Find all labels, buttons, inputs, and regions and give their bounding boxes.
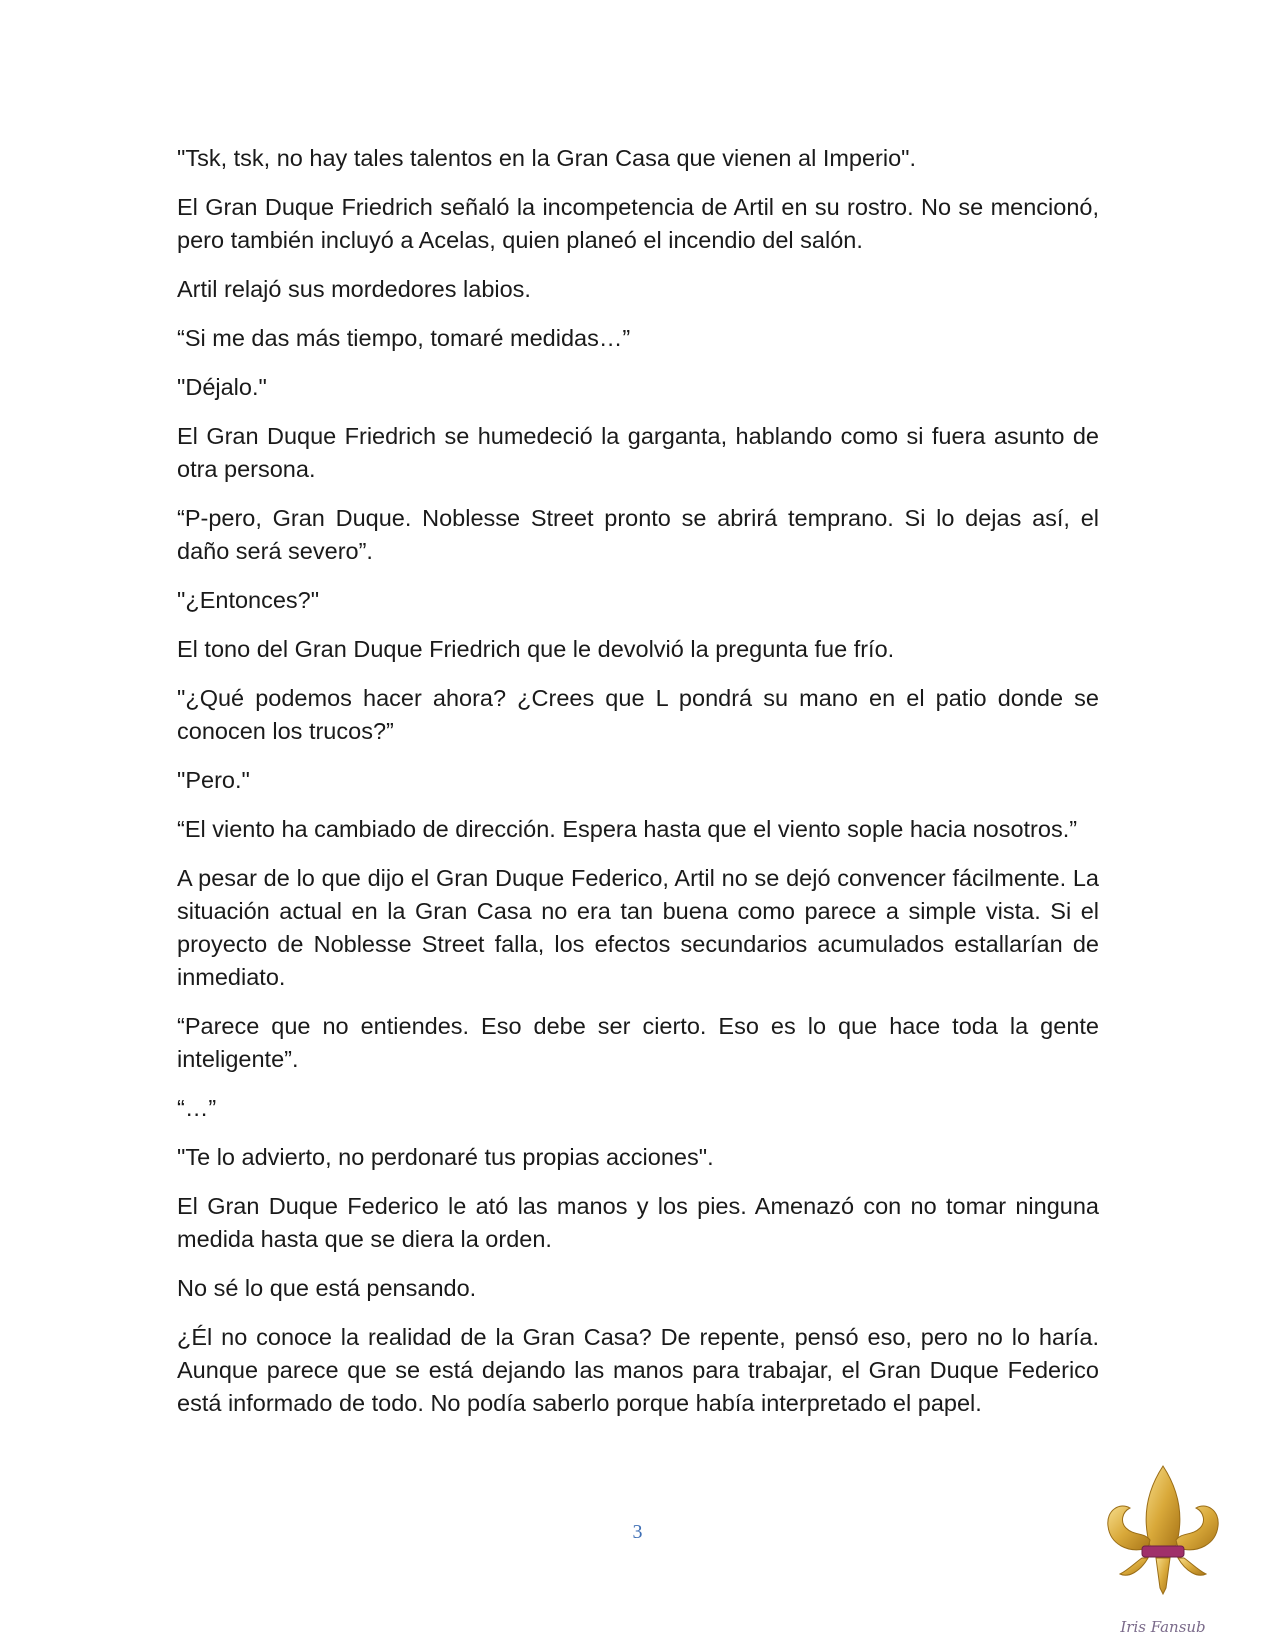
page-number: 3 — [632, 1521, 643, 1543]
paragraph-18: No sé lo que está pensando. — [177, 1275, 477, 1301]
paragraph-6: El Gran Duque Friedrich se humedeció la garganta, hablando como si fuera asunto de otra persona. — [177, 423, 1099, 482]
paragraph-11: "Pero." — [177, 767, 250, 793]
paragraph-1: "Tsk, tsk, no hay tales talentos en la Gran Casa que vienen al Imperio". — [177, 145, 917, 171]
body-text — [177, 142, 1099, 1436]
paragraph-10: "¿Qué podemos hacer ahora? ¿Crees que L pondrá su mano en el patio donde se conocen los trucos?” — [177, 685, 1099, 744]
paragraph-5: "Déjalo." — [177, 374, 267, 400]
paragraph-3: Artil relajó sus mordedores labios. — [177, 276, 531, 302]
paragraph-7: “P-pero, Gran Duque. Noblesse Street pronto se abrirá temprano. Si lo dejas así, el daño será severo”. — [177, 505, 1099, 564]
paragraph-15: “…” — [177, 1095, 217, 1121]
paragraph-12: “El viento ha cambiado de dirección. Espera hasta que el viento sople hacia nosotros.” — [177, 816, 1078, 842]
paragraph-16: "Te lo advierto, no perdonaré tus propias acciones". — [177, 1144, 714, 1170]
paragraph-17: El Gran Duque Federico le ató las manos y los pies. Amenazó con no tomar ninguna medida hasta que se diera la orden. — [177, 1193, 1099, 1252]
paragraph-13: A pesar de lo que dijo el Gran Duque Federico, Artil no se dejó convencer fácilmente. La situación actual en la Gran Casa no era tan buena como parece a simple vista. Si el proyecto de Noblesse Street falla, los efectos secundarios acumulados estallarían de inmediato. — [177, 865, 1099, 990]
paragraph-9: El tono del Gran Duque Friedrich que le devolvió la pregunta fue frío. — [177, 636, 895, 662]
paragraph-19: ¿Él no conoce la realidad de la Gran Casa? De repente, pensó eso, pero no lo haría. Aunque parece que se está dejando las manos para trabajar, el Gran Duque Federico está informado de todo. No podía saberlo porque había interpretado el papel. — [177, 1324, 1099, 1416]
paragraph-4: “Si me das más tiempo, tomaré medidas…” — [177, 325, 631, 351]
watermark-caption: Iris Fansub — [1120, 1618, 1206, 1636]
paragraph-2: El Gran Duque Friedrich señaló la incompetencia de Artil en su rostro. No se mencionó, pero también incluyó a Acelas, quien planeó el incendio del salón. — [177, 194, 1099, 253]
paragraph-14: “Parece que no entiendes. Eso debe ser cierto. Eso es lo que hace toda la gente inteligente”. — [177, 1013, 1099, 1072]
paragraph-8: "¿Entonces?" — [177, 587, 320, 613]
fleur-de-lis-icon — [1098, 1462, 1228, 1622]
